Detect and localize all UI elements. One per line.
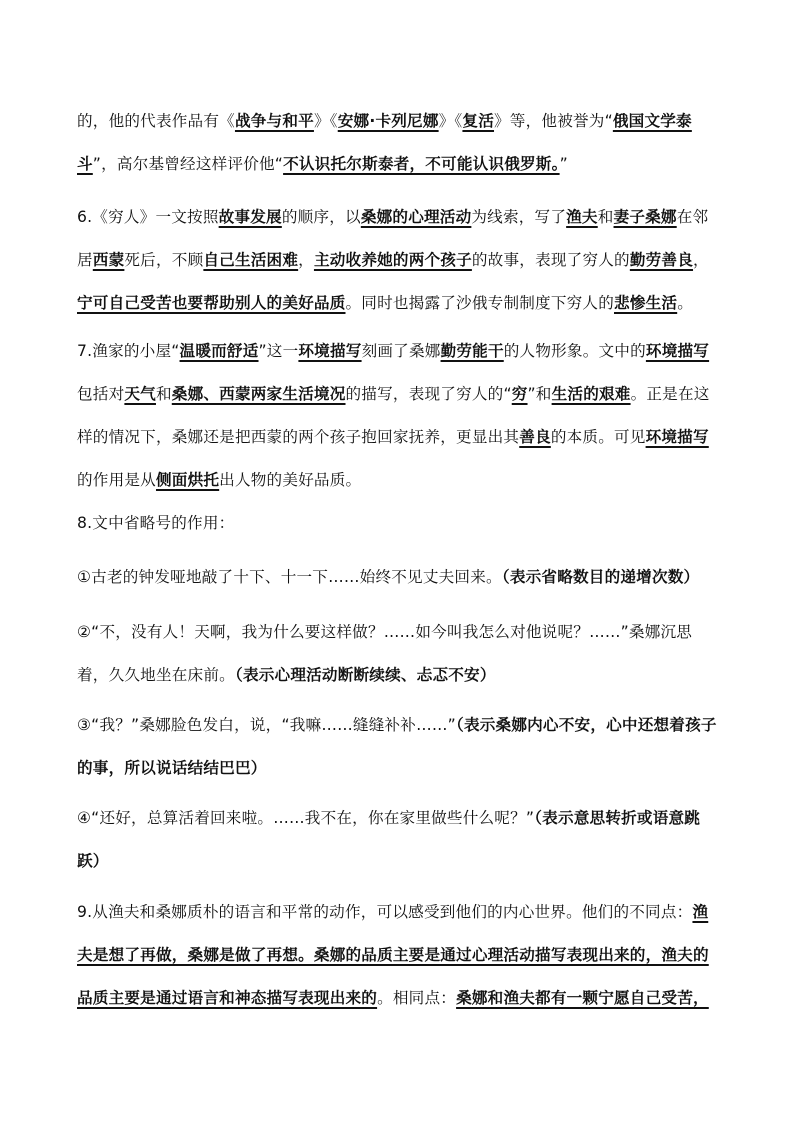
answer-underlined: 桑娜和渔夫都有一颗宁愿自己受苦， [456,989,709,1007]
text-run: 的故事，表现了穷人的 [471,251,630,269]
answer-underlined: 复活 [462,112,495,130]
answer-underlined: 侧面烘托 [155,471,220,489]
ellipsis-example-3 [77,704,717,790]
answer-underlined: 环境描写 [645,342,710,360]
paragraph-tolstoy-works [77,100,717,186]
example-text: ③“我？”桑娜脸色发白，说，“我嘛……缝缝补补……” [77,716,456,734]
text-run: 和 [597,208,614,226]
text-run: 包括对 [77,385,125,403]
text-run: 的，他的代表作品有《 [77,112,235,130]
text-run: ”，高尔基曾经这样评价他“ [92,155,284,173]
text-run: 为线索，写了 [471,208,567,226]
answer-underlined: 渔夫是想了再做，桑娜是做了再想。桑娜的品质主要是通过心理活动描写表现出来的，渔夫的品质主要是通过语言和神态描写表现出来的 [77,903,709,1007]
answer-underlined: 不认识托尔斯泰者，不可能认识俄罗斯。 [283,155,560,173]
text-run: 的顺序，以 [281,208,361,226]
example-answer: （表示桑娜内心不安，心中还想着孩子的事，所以说话结结巴巴） [77,716,717,777]
answer-underlined: 环境描写 [298,342,362,360]
answer-underlined: 妻子桑娜 [613,208,677,226]
text-run: 。正是在这样的情况下，桑娜还是把西蒙的两个孩子抱回家抚养，更显出其 [77,385,710,446]
answer-underlined: 西蒙 [92,251,125,269]
example-answer: （表示省略数目的递增次数） [501,568,700,586]
answer-underlined: 俄国文学泰斗 [77,112,692,173]
answer-underlined: 桑娜的心理活动 [360,208,472,226]
answer-underlined: 安娜·卡列尼娜 [337,112,439,130]
answer-underlined: 宁可自己受苦也要帮助别人的美好品质 [77,294,346,312]
text-run: 》《 [313,112,338,130]
text-run: 出人物的美好品质。 [219,471,362,489]
text-run: 和 [155,385,172,403]
answer-underlined: 环境描写 [645,428,709,446]
text-run: 。同时也揭露了沙俄专制制度下穷人的 [345,294,614,312]
text-run: 。 [677,294,693,312]
text-run: 。相同点： [377,989,457,1007]
answer-underlined: 善良 [519,428,551,446]
example-text: ①古老的钟发哑地敲了十下、十一下……始终不见丈夫回来。 [77,568,502,586]
text-run: ” [559,155,568,173]
example-answer: （表示意思转折或语意跳跃） [77,809,701,870]
answer-underlined: 桑娜、西蒙两家生活境况 [171,385,346,403]
answer-underlined: 生活的艰难 [551,385,631,403]
question-8-heading [77,502,717,545]
example-text: ④“还好，总算活着回来啦。……我不在，你在家里做些什么呢？” [77,809,535,827]
answer-underlined: 穷 [511,385,528,403]
text-run: 在邻居 [77,208,709,269]
ellipsis-example-4 [77,797,717,883]
text-run: 7.渔家的小屋“ [77,342,180,360]
answer-underlined: 温暖而舒适 [179,342,259,360]
text-run: ”这一 [258,342,299,360]
answer-underlined: 自己生活困难 [203,251,299,269]
answer-underlined: 勤劳善良 [629,251,694,269]
answer-underlined: 渔夫 [566,208,598,226]
question-7 [77,330,717,502]
text-run: 的人物形象。文中的 [503,342,646,360]
answer-underlined: 战争与和平 [234,112,314,130]
text-run: 6.《穷人》一文按照 [77,208,219,226]
text-run: 的本质。可见 [550,428,646,446]
text-run: ”和 [527,385,552,403]
text-run: 9.从渔夫和桑娜质朴的语言和平常的动作，可以感受到他们的内心世界。他们的不同点： [77,903,693,921]
text-run: 的作用是从 [77,471,156,489]
ellipsis-example-2 [77,611,717,697]
text-run: ， [693,251,709,269]
text-run: 刻画了桑娜 [361,342,441,360]
text-run: 的描写，表现了穷人的“ [345,385,512,403]
answer-underlined: 主动收养她的两个孩子 [313,251,472,269]
text-run: 》等，他被誉为“ [494,112,613,130]
text-run: 》《 [438,112,463,130]
text-run: 死后，不顾 [124,251,204,269]
answer-underlined: 天气 [124,385,156,403]
example-answer: （表示心理活动断断续续、忐忑不安） [234,666,496,684]
question-9 [77,891,717,1020]
ellipsis-example-1 [77,556,717,599]
answer-underlined: 悲惨生活 [614,294,678,312]
text-run: ， [298,251,314,269]
question-6 [77,196,717,325]
example-text: ②“不，没有人！天啊，我为什么要这样做？……如今叫我怎么对他说呢？……”桑娜沉思着，久久地坐在床前。 [77,623,693,684]
text-run: 8.文中省略号的作用： [77,514,235,532]
answer-underlined: 故事发展 [218,208,282,226]
answer-underlined: 勤劳能干 [440,342,504,360]
